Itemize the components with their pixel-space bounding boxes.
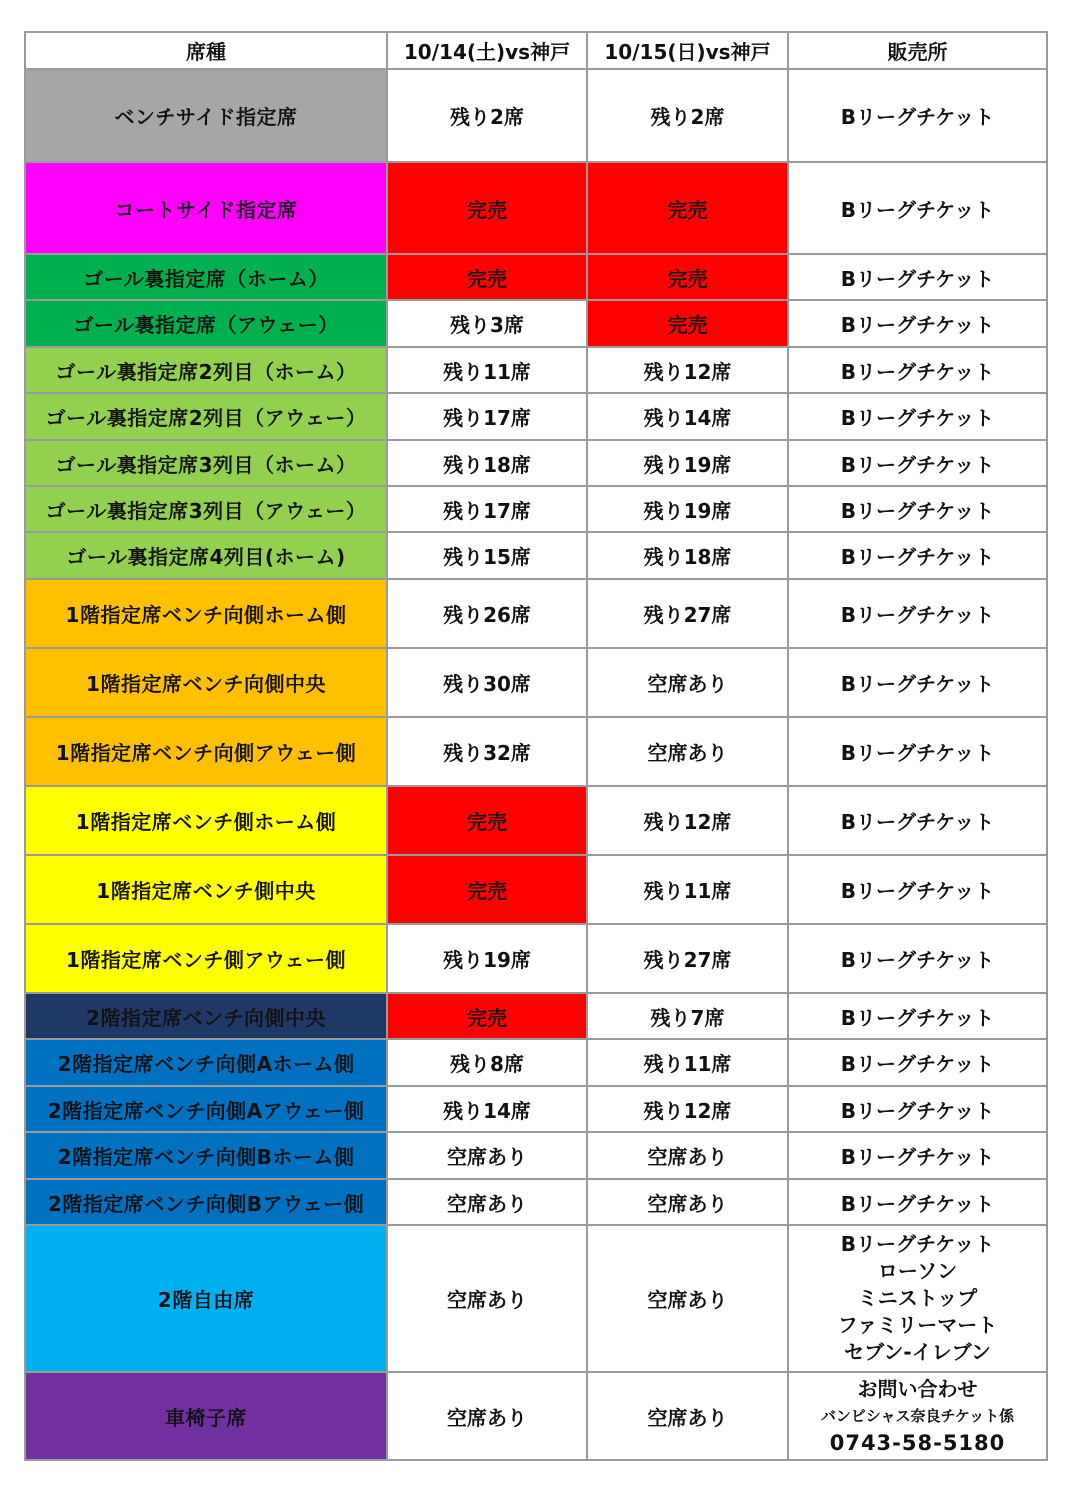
- table-row: [25, 1372, 1047, 1460]
- table-row: [25, 1086, 1047, 1132]
- availability-cell-date1: 完売: [387, 162, 587, 254]
- ticket-availability-table: [24, 31, 1048, 1461]
- vendor-item: ミニストップ: [857, 1286, 978, 1310]
- seat-name-cell: ゴール裏指定席3列目（アウェー）: [25, 486, 387, 532]
- table-row: [25, 579, 1047, 648]
- availability-cell-date2: 空席あり: [587, 648, 788, 717]
- availability-cell-date2: 残り12席: [587, 786, 788, 855]
- table-row: [25, 486, 1047, 532]
- header-row: [25, 32, 1047, 69]
- vendor-list-cell: [788, 1225, 1047, 1372]
- vendor-cell: Bリーグチケット: [788, 1039, 1047, 1086]
- seat-name-cell: コートサイド指定席: [25, 162, 387, 254]
- availability-cell-date1: 完売: [387, 786, 587, 855]
- availability-cell-date2: 残り11席: [587, 855, 788, 924]
- availability-cell-date2: 残り12席: [587, 347, 788, 393]
- vendor-cell: Bリーグチケット: [788, 69, 1047, 162]
- availability-cell-date2: 空席あり: [587, 717, 788, 786]
- vendor-cell: Bリーグチケット: [788, 717, 1047, 786]
- vendor-cell: Bリーグチケット: [788, 993, 1047, 1039]
- vendor-cell: Bリーグチケット: [788, 786, 1047, 855]
- vendor-cell: Bリーグチケット: [788, 924, 1047, 993]
- vendor-cell: Bリーグチケット: [788, 1179, 1047, 1225]
- vendor-cell: Bリーグチケット: [788, 393, 1047, 440]
- table-row: [25, 440, 1047, 486]
- vendor-cell: Bリーグチケット: [788, 300, 1047, 347]
- table-row: [25, 69, 1047, 162]
- table-row: [25, 1039, 1047, 1086]
- seat-name-cell: 車椅子席: [25, 1372, 387, 1460]
- seat-name-cell: 2階指定席ベンチ向側Aホーム側: [25, 1039, 387, 1086]
- availability-cell-date1: 残り30席: [387, 648, 587, 717]
- table-row: [25, 1132, 1047, 1179]
- availability-cell-date2: 完売: [587, 300, 788, 347]
- seat-name-cell: 2階自由席: [25, 1225, 387, 1372]
- availability-cell-date1: 完売: [387, 993, 587, 1039]
- vendor-cell: Bリーグチケット: [788, 579, 1047, 648]
- table-row: [25, 993, 1047, 1039]
- seat-name-cell: 2階指定席ベンチ向側Bホーム側: [25, 1132, 387, 1179]
- table-row: [25, 855, 1047, 924]
- availability-cell-date2: 空席あり: [587, 1225, 788, 1372]
- availability-cell-date2: 残り27席: [587, 924, 788, 993]
- availability-cell-date1: 残り18席: [387, 440, 587, 486]
- availability-cell-date1: 残り17席: [387, 486, 587, 532]
- vendor-cell: Bリーグチケット: [788, 162, 1047, 254]
- availability-cell-date2: 残り7席: [587, 993, 788, 1039]
- seat-name-cell: ゴール裏指定席2列目（アウェー）: [25, 393, 387, 440]
- table-row: [25, 532, 1047, 579]
- seat-name-cell: 1階指定席ベンチ側ホーム側: [25, 786, 387, 855]
- contact-office: バンビシャス奈良チケット係: [820, 1406, 1015, 1425]
- table-row: [25, 786, 1047, 855]
- table-row: [25, 347, 1047, 393]
- vendor-item: ローソン: [877, 1259, 958, 1283]
- availability-cell-date2: 残り2席: [587, 69, 788, 162]
- availability-cell-date1: 完売: [387, 254, 587, 300]
- table-row: [25, 1179, 1047, 1225]
- availability-cell-date1: 残り8席: [387, 1039, 587, 1086]
- availability-cell-date1: 空席あり: [387, 1179, 587, 1225]
- seat-name-cell: ベンチサイド指定席: [25, 69, 387, 162]
- seat-name-cell: 1階指定席ベンチ側中央: [25, 855, 387, 924]
- availability-cell-date1: 残り32席: [387, 717, 587, 786]
- vendor-cell: Bリーグチケット: [788, 486, 1047, 532]
- availability-cell-date1: 残り2席: [387, 69, 587, 162]
- seat-name-cell: ゴール裏指定席4列目(ホーム): [25, 532, 387, 579]
- availability-cell-date2: 残り19席: [587, 486, 788, 532]
- availability-cell-date2: 残り19席: [587, 440, 788, 486]
- availability-cell-date2: 空席あり: [587, 1372, 788, 1460]
- table-row: [25, 254, 1047, 300]
- availability-cell-date1: 残り17席: [387, 393, 587, 440]
- seat-name-cell: ゴール裏指定席（ホーム）: [25, 254, 387, 300]
- vendor-cell: Bリーグチケット: [788, 855, 1047, 924]
- contact-title: お問い合わせ: [857, 1376, 978, 1401]
- availability-cell-date1: 空席あり: [387, 1132, 587, 1179]
- table-row: [25, 393, 1047, 440]
- availability-cell-date1: 残り15席: [387, 532, 587, 579]
- availability-cell-date1: 空席あり: [387, 1372, 587, 1460]
- availability-cell-date2: 空席あり: [587, 1132, 788, 1179]
- vendor-cell: Bリーグチケット: [788, 532, 1047, 579]
- header-vendor: 販売所: [788, 32, 1047, 69]
- seat-name-cell: 2階指定席ベンチ向側Bアウェー側: [25, 1179, 387, 1225]
- availability-cell-date2: 完売: [587, 254, 788, 300]
- availability-cell-date1: 残り14席: [387, 1086, 587, 1132]
- vendor-item: ファミリーマート: [837, 1313, 998, 1337]
- contact-cell: [788, 1372, 1047, 1460]
- availability-cell-date2: 残り14席: [587, 393, 788, 440]
- table-row: [25, 300, 1047, 347]
- availability-cell-date1: 残り19席: [387, 924, 587, 993]
- vendor-cell: Bリーグチケット: [788, 1086, 1047, 1132]
- availability-cell-date2: 残り18席: [587, 532, 788, 579]
- seat-name-cell: ゴール裏指定席3列目（ホーム）: [25, 440, 387, 486]
- availability-cell-date2: 空席あり: [587, 1179, 788, 1225]
- availability-cell-date1: 完売: [387, 855, 587, 924]
- vendor-cell: Bリーグチケット: [788, 648, 1047, 717]
- seat-name-cell: 1階指定席ベンチ側アウェー側: [25, 924, 387, 993]
- table-row: [25, 924, 1047, 993]
- seat-name-cell: 1階指定席ベンチ向側アウェー側: [25, 717, 387, 786]
- vendor-cell: Bリーグチケット: [788, 347, 1047, 393]
- contact-phone: 0743-58-5180: [829, 1430, 1006, 1455]
- availability-cell-date1: 残り11席: [387, 347, 587, 393]
- vendor-item: セブン-イレブン: [844, 1340, 991, 1364]
- availability-cell-date1: 残り3席: [387, 300, 587, 347]
- vendor-item: Bリーグチケット: [840, 1232, 995, 1256]
- seat-name-cell: 1階指定席ベンチ向側中央: [25, 648, 387, 717]
- seat-name-cell: 2階指定席ベンチ向側Aアウェー側: [25, 1086, 387, 1132]
- table-row: [25, 162, 1047, 254]
- vendor-cell: Bリーグチケット: [788, 440, 1047, 486]
- header-date-2: 10/15(日)vs神戸: [587, 32, 788, 69]
- table-row: [25, 717, 1047, 786]
- seat-name-cell: 1階指定席ベンチ向側ホーム側: [25, 579, 387, 648]
- availability-cell-date2: 残り11席: [587, 1039, 788, 1086]
- header-seat-type: 席種: [25, 32, 387, 69]
- availability-cell-date1: 空席あり: [387, 1225, 587, 1372]
- availability-cell-date2: 残り12席: [587, 1086, 788, 1132]
- table-row: [25, 648, 1047, 717]
- table-row: [25, 1225, 1047, 1372]
- vendor-cell: Bリーグチケット: [788, 1132, 1047, 1179]
- header-date-1: 10/14(土)vs神戸: [387, 32, 587, 69]
- availability-cell-date2: 完売: [587, 162, 788, 254]
- seat-name-cell: 2階指定席ベンチ向側中央: [25, 993, 387, 1039]
- vendor-cell: Bリーグチケット: [788, 254, 1047, 300]
- seat-name-cell: ゴール裏指定席（アウェー）: [25, 300, 387, 347]
- seat-name-cell: ゴール裏指定席2列目（ホーム）: [25, 347, 387, 393]
- availability-cell-date2: 残り27席: [587, 579, 788, 648]
- availability-cell-date1: 残り26席: [387, 579, 587, 648]
